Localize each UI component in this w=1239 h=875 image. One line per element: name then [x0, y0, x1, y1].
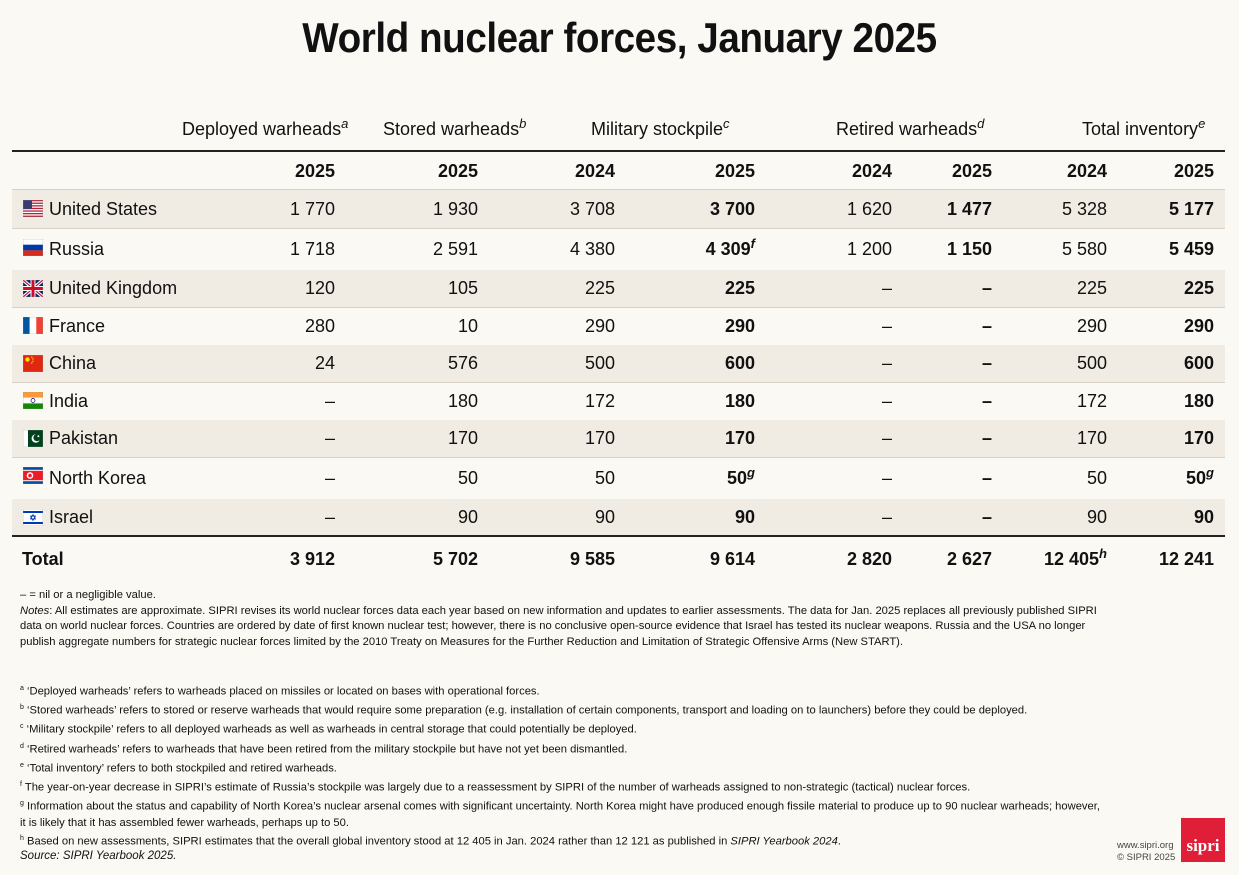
footnote [20, 796, 1100, 831]
table-cell [725, 270, 755, 307]
country-name: Russia [49, 239, 105, 259]
table-cell [585, 345, 615, 382]
uk-flag-icon [23, 280, 43, 297]
cell-value: 1 770 [289, 199, 335, 219]
table-cell [882, 457, 892, 499]
table-cell [1077, 420, 1107, 457]
cell-value: 500 [584, 353, 615, 373]
table-cell [982, 307, 992, 345]
country-name: Pakistan [49, 428, 119, 448]
table-cell [1169, 190, 1214, 228]
cell-value: – [324, 428, 335, 448]
cell-value: 120 [304, 278, 335, 298]
france-flag-icon [23, 317, 43, 334]
table-cell [847, 229, 892, 270]
cell-value: – [981, 316, 992, 336]
cell-value: 180 [1183, 391, 1214, 411]
table-row [12, 307, 1225, 345]
israel-flag-icon [23, 509, 43, 526]
table-cell [1184, 345, 1214, 382]
cell-value: – [881, 391, 892, 411]
table-cell [847, 190, 892, 228]
footnote-text: Information about the status and capability of North Korea’s nuclear arsenal comes with significant uncertainty. North Korea might have produced enough fissile material to produce up to 90 nuclear warheads; however, it is likely that it has assembled fewer warheads, perhaps up to 50. [20, 801, 1100, 829]
cell-value: 1 930 [432, 199, 478, 219]
table-cell [325, 499, 335, 536]
cell-value: 576 [447, 353, 478, 373]
cell-value: 1 620 [846, 199, 892, 219]
cell-value: 5 328 [1061, 199, 1107, 219]
total-cell [433, 540, 478, 578]
table-cell [947, 229, 992, 270]
footnote-text: ‘Military stockpile’ refers to all deployed warheads as well as warheads in central storage that could potentially be deployed. [23, 724, 637, 737]
cell-value: – [981, 468, 992, 488]
site-url[interactable]: www.sipri.org [1117, 840, 1174, 851]
cell-value: 1 150 [946, 239, 992, 259]
column-group-header [1082, 116, 1205, 140]
cell-value: 5 177 [1168, 199, 1214, 219]
cell-value: 172 [584, 391, 615, 411]
cell-value: 170 [1183, 428, 1214, 448]
year-header: 2025 [437, 161, 478, 181]
cell-value: 172 [1076, 391, 1107, 411]
cell-value: 1 718 [289, 239, 335, 259]
table-cell [448, 420, 478, 457]
table-cell [585, 270, 615, 307]
table-cell [570, 229, 615, 270]
cell-value: 3 912 [289, 549, 335, 569]
footnote-marker: f [20, 781, 22, 789]
footnote-marker: h [20, 835, 24, 843]
table-cell [710, 190, 755, 228]
cell-value: 170 [724, 428, 755, 448]
table-cell [458, 307, 478, 345]
footnote-marker: b [20, 704, 24, 712]
table-cell [1077, 307, 1107, 345]
column-group-header [591, 116, 730, 140]
cell-value: 290 [1076, 316, 1107, 336]
footnote-marker: c [723, 116, 730, 131]
footnote [20, 758, 1100, 777]
cell-value: 170 [447, 428, 478, 448]
table-cell [1077, 270, 1107, 307]
table-row [12, 270, 1225, 307]
table-cell [1062, 229, 1107, 270]
table-cell [1087, 457, 1107, 499]
table-cell [882, 499, 892, 536]
russia-flag-icon [23, 239, 43, 256]
country-name: China [49, 353, 97, 373]
table-row [12, 499, 1225, 536]
table-cell [982, 499, 992, 536]
footnote-text: ‘Deployed warheads’ refers to warheads placed on missiles or located on bases with operational forces. [23, 685, 540, 698]
table-row [12, 420, 1225, 457]
footnote-marker: d [977, 116, 985, 131]
cell-value: 225 [724, 278, 755, 298]
table-cell [882, 270, 892, 307]
table-cell [433, 229, 478, 270]
cell-value: 500 [1076, 353, 1107, 373]
cell-value: – [981, 278, 992, 298]
cell-value: 2 820 [846, 549, 892, 569]
cell-value: 5 702 [432, 549, 478, 569]
column-group-label: Deployed warheads [182, 119, 342, 139]
country-name: India [49, 391, 89, 411]
cell-value: 5 459 [1168, 239, 1214, 259]
table-cell [585, 420, 615, 457]
site-credit [1117, 840, 1175, 864]
cell-value: 90 [734, 507, 755, 527]
table-cell [305, 270, 335, 307]
cell-value: – [881, 353, 892, 373]
table-cell [325, 457, 335, 499]
footnote-text: ‘Stored warheads’ refers to stored or reserve warheads that would require some preparation (e.g. installation of certain components, transport and loading on to launchers) before they could be deployed. [23, 704, 1028, 717]
cell-value: 50 [1186, 468, 1207, 488]
cell-value: 3 700 [709, 199, 755, 219]
table-cell [1087, 499, 1107, 536]
table-row [12, 345, 1225, 382]
footnote-end: . [837, 835, 841, 848]
country-name: France [49, 316, 106, 336]
table-row [12, 190, 1225, 228]
table-cell [315, 345, 335, 382]
year-header: 2024 [851, 161, 892, 181]
table-cell [882, 307, 892, 345]
country-name: Israel [49, 507, 94, 527]
footnote [20, 700, 1100, 719]
total-cell [290, 540, 335, 578]
table-cell [305, 307, 335, 345]
table-cell [882, 382, 892, 420]
cell-value: – [881, 468, 892, 488]
cell-value: 9 614 [709, 549, 755, 569]
cell-value: 105 [447, 278, 478, 298]
footnote-italic: SIPRI Yearbook 2024 [730, 835, 838, 848]
total-rule [12, 535, 1225, 537]
table-cell [1077, 382, 1107, 420]
footnote [20, 719, 1100, 738]
table-cell [448, 270, 478, 307]
table-cell [595, 499, 615, 536]
footnote [20, 681, 1100, 700]
table-cell [1184, 307, 1214, 345]
footnotes-block [20, 681, 1100, 850]
total-row [12, 540, 1225, 578]
cell-value: 90 [1086, 507, 1107, 527]
total-cell [570, 540, 615, 578]
footnote-marker: d [20, 742, 24, 750]
column-group-label: Retired warheads [836, 119, 978, 139]
year-header: 2025 [294, 161, 335, 181]
footnote-marker: e [20, 761, 24, 769]
cell-value: 50 [1086, 468, 1107, 488]
table-cell [725, 345, 755, 382]
footnote-marker: a [20, 685, 24, 692]
cell-value: 10 [457, 316, 478, 336]
table-cell [982, 345, 992, 382]
column-group-header [182, 116, 348, 140]
table-cell [982, 420, 992, 457]
copyright: © SIPRI 2025 [1117, 852, 1176, 863]
header-rule [12, 150, 1225, 152]
table-cell [1062, 190, 1107, 228]
cell-value: 1 200 [846, 239, 892, 259]
total-cell [710, 540, 755, 578]
cell-value: 5 580 [1061, 239, 1107, 259]
cell-value: – [981, 507, 992, 527]
table-cell [458, 499, 478, 536]
table-cell [595, 457, 615, 499]
cell-value: 170 [584, 428, 615, 448]
footnote-text: Based on new assessments, SIPRI estimates that the overall global inventory stood at 12 405 in Jan. 2024 rather than 12 121 as published in [23, 835, 731, 848]
cell-value: 2 591 [432, 239, 478, 259]
cell-value: 280 [304, 316, 335, 336]
year-header: 2024 [1066, 161, 1107, 181]
table-cell [1169, 229, 1214, 270]
cell-value: 90 [1193, 507, 1214, 527]
table-cell [725, 307, 755, 345]
table-cell [735, 499, 755, 536]
table-cell [725, 382, 755, 420]
cell-value: 180 [447, 391, 478, 411]
north-korea-flag-icon [23, 467, 43, 484]
cell-value: 12 405 [1043, 549, 1100, 569]
footnote [20, 831, 1100, 850]
cell-value: 50 [457, 468, 478, 488]
cell-value: 290 [1183, 316, 1214, 336]
page-title: World nuclear forces, January 2025 [302, 14, 937, 61]
cell-value: – [324, 391, 335, 411]
cell-value: 4 309 [705, 239, 751, 259]
table-cell [448, 345, 478, 382]
table-cell [585, 382, 615, 420]
table-cell [1184, 270, 1214, 307]
column-group-header [836, 116, 984, 140]
footnote-marker: c [20, 723, 24, 731]
cell-value: – [881, 316, 892, 336]
cell-value: 180 [724, 391, 755, 411]
notes-block [20, 588, 1100, 650]
cell-value: 50 [594, 468, 615, 488]
table-cell [982, 270, 992, 307]
cell-value: 225 [1076, 278, 1107, 298]
cell-value: 4 380 [569, 239, 615, 259]
cell-value: 90 [457, 507, 478, 527]
cell-value: – [881, 428, 892, 448]
pakistan-flag-icon [23, 430, 43, 447]
table-cell [325, 382, 335, 420]
table-cell [947, 190, 992, 228]
table-cell [585, 307, 615, 345]
year-header-row [12, 152, 1225, 190]
table-row [12, 229, 1225, 270]
total-cell [947, 540, 992, 578]
us-flag-icon [23, 200, 43, 217]
country-name: United Kingdom [49, 278, 178, 298]
cell-value: 290 [724, 316, 755, 336]
china-flag-icon [23, 355, 43, 372]
row-separator [12, 189, 1225, 190]
year-header: 2025 [951, 161, 992, 181]
table-row [12, 382, 1225, 420]
table-cell [1186, 457, 1214, 499]
cell-value: 225 [584, 278, 615, 298]
notes-label: Notes [20, 604, 50, 617]
cell-value: – [324, 468, 335, 488]
table-cell [706, 229, 755, 270]
table-cell [1194, 499, 1214, 536]
cell-value: 225 [1183, 278, 1214, 298]
footnote-marker: g [20, 800, 24, 808]
india-flag-icon [23, 392, 43, 409]
footnote-text: ‘Total inventory’ refers to both stockpiled and retired warheads. [23, 762, 337, 775]
cell-value: – [881, 278, 892, 298]
column-group-label: Stored warheads [383, 119, 520, 139]
table-cell [1184, 420, 1214, 457]
table-cell [727, 457, 755, 499]
cell-value: – [981, 428, 992, 448]
year-header: 2025 [1173, 161, 1214, 181]
cell-value: 1 477 [946, 199, 992, 219]
footnote-marker: a [341, 116, 349, 131]
sipri-logo: sipri [1181, 818, 1225, 862]
footnote-marker: f [750, 236, 755, 251]
footnote-marker: g [1206, 465, 1214, 480]
table-cell [290, 229, 335, 270]
footnote [20, 739, 1100, 758]
cell-value: – [981, 391, 992, 411]
table-cell [1077, 345, 1107, 382]
total-cell [1044, 540, 1107, 578]
total-cell [847, 540, 892, 578]
column-group-label: Total inventory [1082, 119, 1199, 139]
total-label: Total [22, 549, 64, 569]
cell-value: 9 585 [569, 549, 615, 569]
table-cell [882, 420, 892, 457]
country-name: North Korea [49, 468, 147, 488]
cell-value: 170 [1076, 428, 1107, 448]
total-cell [1159, 540, 1214, 578]
table-cell [448, 382, 478, 420]
cell-value: – [981, 353, 992, 373]
table-cell [725, 420, 755, 457]
table-cell [982, 382, 992, 420]
footnote-marker: b [519, 116, 527, 131]
source-note: Source: SIPRI Yearbook 2025. [20, 850, 177, 862]
cell-value: 24 [314, 353, 335, 373]
notes-text: : All estimates are approximate. SIPRI revises its world nuclear forces data each year based on new information and updates to earlier assessments. The data for Jan. 2025 replaces all previously published SIPRI data on world nuclear forces. Countries are ordered by date of first known nuclear test; however, there is no conclusive open-source evidence that Israel has tested its nuclear weapons. Russia and the USA no longer publish aggregate numbers for strategic nuclear forces limited by the 2010 Treaty on Measures for the Further Reduction and Limitation of Strategic Offensive Arms (New START). [20, 604, 1097, 648]
cell-value: 600 [724, 353, 755, 373]
column-group-header [383, 116, 526, 140]
cell-value: 290 [584, 316, 615, 336]
table-cell [433, 190, 478, 228]
nil-note: – = nil or a negligible value. [20, 589, 156, 601]
footnote-text: The year-on-year decrease in SIPRI’s estimate of Russia’s stockpile was largely due to a reassessment by SIPRI of the number of warheads assigned to non-strategic (tactical) nuclear forces. [21, 781, 971, 794]
footnote-marker: g [747, 465, 755, 480]
cell-value: – [324, 507, 335, 527]
cell-value: – [881, 507, 892, 527]
table-cell [570, 190, 615, 228]
table-row [12, 457, 1225, 499]
cell-value: 50 [727, 468, 748, 488]
footnote-text: ‘Retired warheads’ refers to warheads that have been retired from the military stockpile but have not yet been dismantled. [23, 743, 628, 756]
table-cell [290, 190, 335, 228]
cell-value: 2 627 [946, 549, 992, 569]
footnote [20, 777, 1100, 796]
table-cell [325, 420, 335, 457]
cell-value: 3 708 [569, 199, 615, 219]
general-notes [20, 604, 1100, 651]
cell-value: 90 [594, 507, 615, 527]
year-header: 2025 [714, 161, 755, 181]
table-cell [458, 457, 478, 499]
country-name: United States [49, 199, 158, 219]
cell-value: 12 241 [1158, 549, 1214, 569]
year-header: 2024 [574, 161, 615, 181]
table-cell [982, 457, 992, 499]
table-cell [1184, 382, 1214, 420]
cell-value: 600 [1183, 353, 1214, 373]
footnote-marker: e [1198, 116, 1206, 131]
footnote-marker: h [1099, 546, 1107, 561]
table-cell [882, 345, 892, 382]
column-group-label: Military stockpile [591, 119, 724, 139]
